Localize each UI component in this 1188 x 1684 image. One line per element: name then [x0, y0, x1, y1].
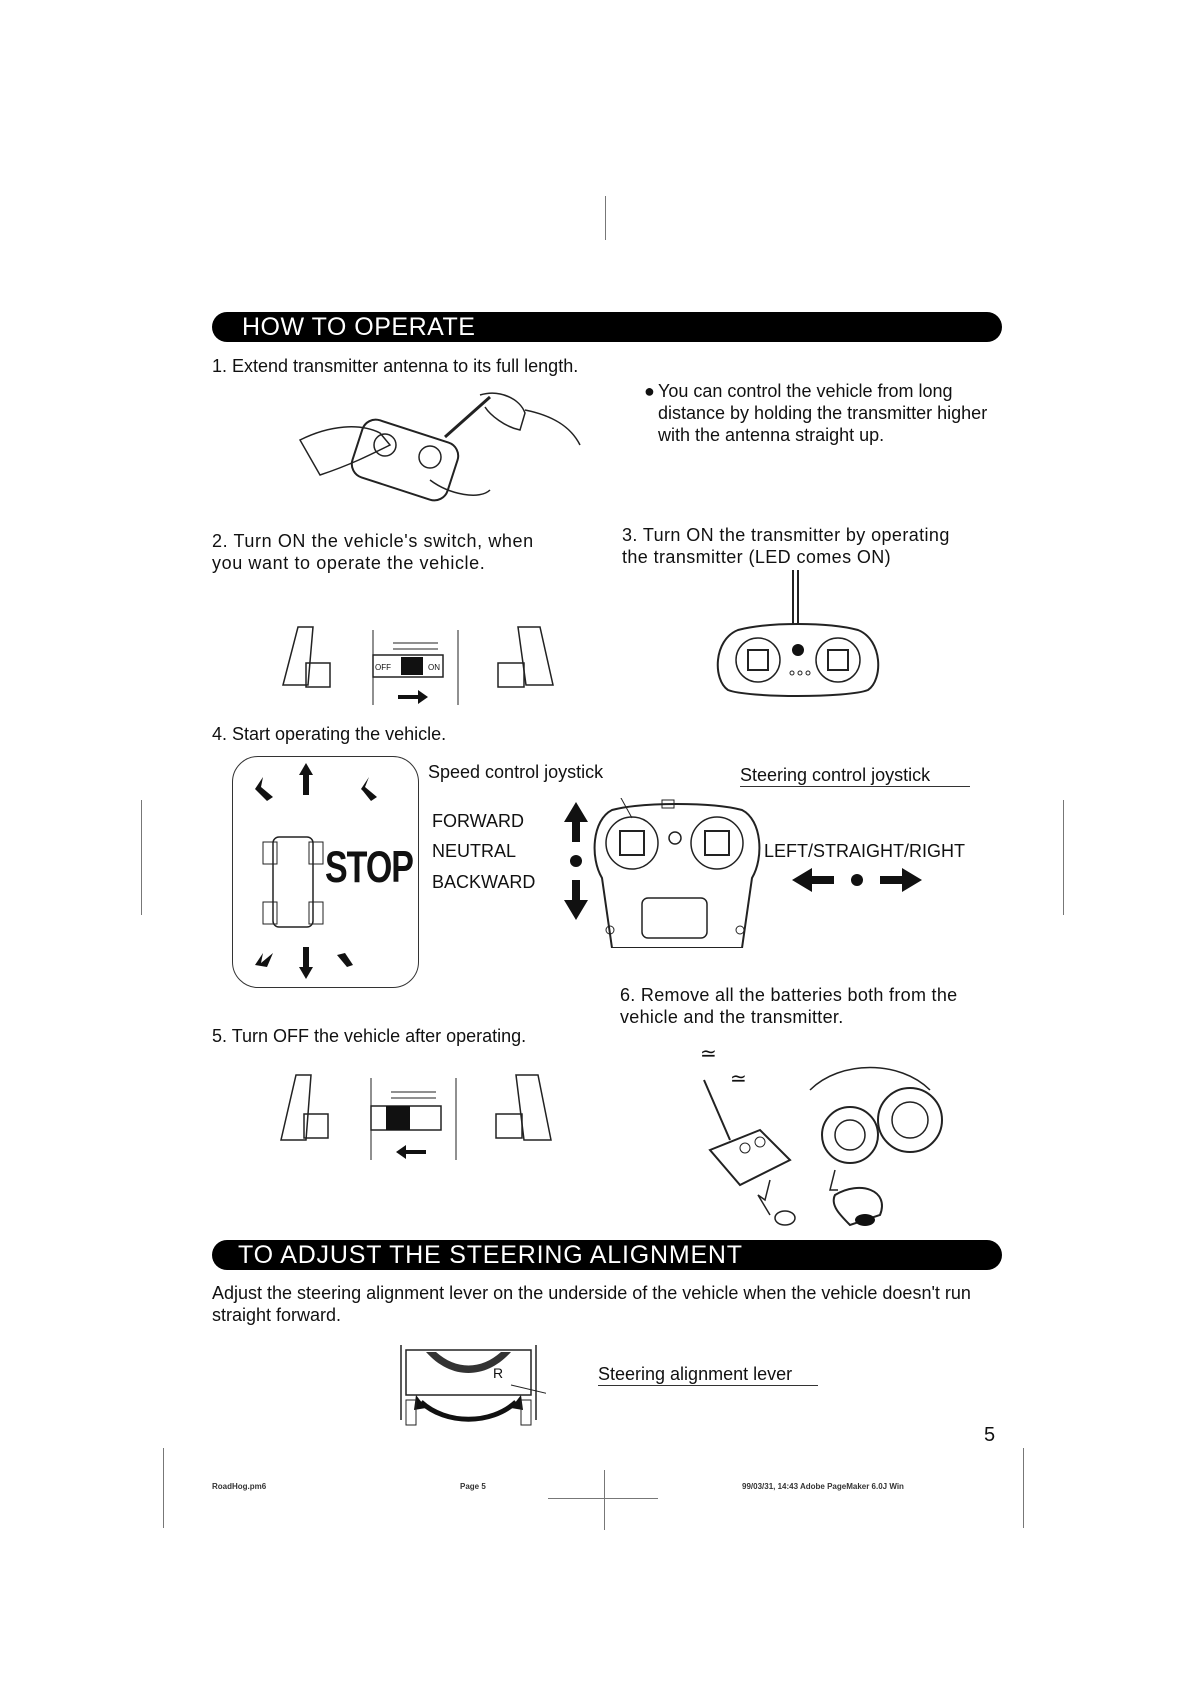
vehicle-switch-on-illustration: [278, 625, 558, 715]
svg-text:R: R: [493, 1365, 504, 1381]
switch-off-label: OFF: [375, 663, 391, 672]
forward-label: FORWARD: [432, 811, 524, 831]
crop-mark: [605, 196, 606, 240]
section-title: TO ADJUST THE STEERING ALIGNMENT: [238, 1241, 743, 1269]
step-3-text: 3. Turn ON the transmitter by operating the transmitter (LED comes ON): [622, 525, 950, 567]
svg-text:≃: ≃: [730, 1068, 747, 1090]
section-banner-steering-alignment: [212, 1240, 1002, 1270]
section-banner-how-to-operate: [212, 312, 1002, 342]
battery-removal-illustration: [690, 1030, 950, 1230]
crop-mark: [1063, 800, 1064, 915]
steering-alignment-lever-illustration: [396, 1330, 546, 1430]
footer-stamp: 99/03/31, 14:43 Adobe PageMaker 6.0J Win: [742, 1482, 904, 1491]
speed-joystick-label: Speed control joystick: [428, 762, 604, 782]
step-1-text: 1. Extend transmitter antenna to its full length.: [212, 356, 579, 376]
left-straight-right-label: LEFT/STRAIGHT/RIGHT: [764, 841, 966, 861]
transmitter-led-illustration: [708, 570, 888, 720]
crop-mark: [548, 1498, 658, 1499]
footer-page: Page 5: [460, 1482, 486, 1491]
bullet-icon: ●: [644, 381, 655, 401]
step-5-text: 5. Turn OFF the vehicle after operating.: [212, 1026, 527, 1046]
steering-alignment-lever-label: Steering alignment lever: [598, 1363, 818, 1386]
crop-mark: [604, 1470, 605, 1530]
left-right-arrow-icon: [792, 868, 922, 892]
antenna-note: [644, 380, 998, 446]
backward-label: BACKWARD: [432, 872, 536, 892]
step-4-text: 4. Start operating the vehicle.: [212, 724, 447, 744]
footer-filename: RoadHog.pm6: [212, 1482, 267, 1491]
svg-text:≃: ≃: [700, 1043, 717, 1065]
transmitter-hands-illustration: [280, 385, 600, 515]
vehicle-switch-off-illustration: [276, 1070, 556, 1165]
vehicle-direction-panel: [232, 756, 419, 988]
step-6-text: 6. Remove all the batteries both from the vehicle and the transmitter.: [620, 985, 958, 1027]
crop-mark: [1023, 1448, 1024, 1528]
crop-mark: [163, 1448, 164, 1528]
section-title: HOW TO OPERATE: [242, 313, 476, 341]
note-text: You can control the vehicle from long distance by holding the transmitter higher with the antenna straight up.: [658, 381, 988, 445]
steering-joystick-label: Steering control joystick: [740, 764, 970, 787]
forward-backward-arrow-icon: [564, 802, 588, 920]
steering-alignment-body: Adjust the steering alignment lever on the underside of the vehicle when the vehicle doesn't run straight forward.: [212, 1283, 971, 1325]
stop-label: STOP: [325, 843, 413, 893]
transmitter-joysticks-illustration: [592, 798, 762, 948]
crop-mark: [141, 800, 142, 915]
switch-on-label: ON: [428, 663, 440, 672]
step-2-text: 2. Turn ON the vehicle's switch, when you want to operate the vehicle.: [212, 531, 534, 573]
neutral-label: NEUTRAL: [432, 841, 517, 861]
page-number: 5: [984, 1424, 996, 1446]
